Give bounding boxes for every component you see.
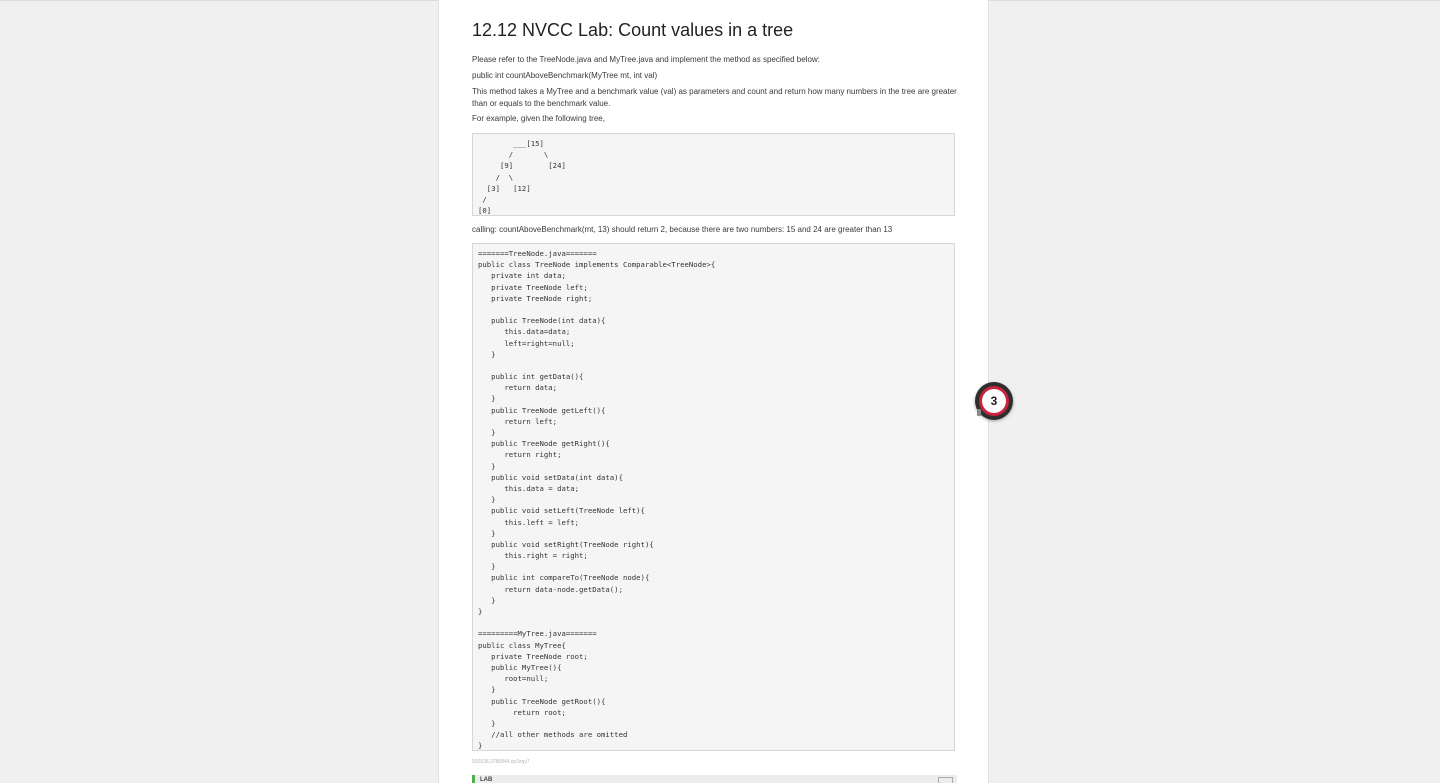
content-card	[438, 0, 989, 783]
calling-example: calling: countAboveBenchmark(mt, 13) should return 2, because there are two numbers: 15 and 24 are greater than 13	[472, 225, 893, 234]
lab-bar-label: LAB	[480, 777, 493, 783]
method-signature: public int countAboveBenchmark(MyTree mt, int val)	[472, 71, 658, 80]
lab-activity-bar[interactable]	[472, 775, 957, 783]
code-listing-box	[472, 243, 955, 751]
badge-ring	[979, 386, 1009, 416]
lab-title: 12.12 NVCC Lab: Count values in a tree	[472, 20, 794, 40]
code-listing: =======TreeNode.java======= public class TreeNode implements Comparable<TreeNode>{ private int data; private TreeNode left; private TreeNode right; public TreeNode(int data){ this.data=data; left=right=null; } public int getData(){ return data; } public TreeNode getLeft(){ return left; } public TreeNode getRight(){ return right; } public void setData(int data){ this.data = data; } public void setLeft(TreeNode left){ this.left = left; } public void setRight(TreeNode right){ this.right = right; } public int compareTo(TreeNode node){ return data-node.getData(); } } =========MyTree.java======= public class MyTree{ private TreeNode root; public MyTree(){ root=null; } public TreeNode getRoot(){ return root; } //all other methods are omitted }	[478, 249, 716, 751]
badge-count: 3	[982, 389, 1006, 413]
challenge-id: 502038.3785844.qx3zqy7	[472, 759, 530, 765]
tree-diagram-box	[472, 133, 955, 216]
example-intro: For example, given the following tree,	[472, 114, 605, 123]
drag-handle-icon[interactable]	[977, 409, 981, 416]
lab-bar-expand-button[interactable]	[938, 777, 953, 783]
notification-badge[interactable]	[975, 382, 1013, 420]
method-description: This method takes a MyTree and a benchmark value (val) as parameters and count and return how many numbers in the tree are greater than or equals to the benchmark value.	[472, 87, 957, 108]
tree-diagram: ___[15] / \ [9] [24] / \ [3] [12] / [0]	[478, 139, 566, 216]
lab-intro: Please refer to the TreeNode.java and MyTree.java and implement the method as specified below:	[472, 55, 820, 64]
